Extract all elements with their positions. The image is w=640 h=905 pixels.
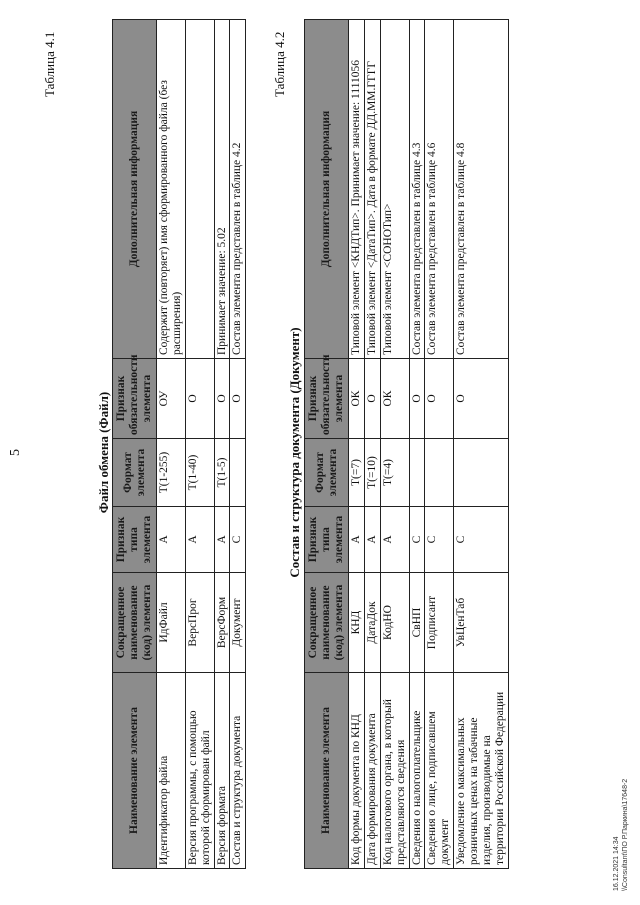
cell: Сведения о налогоплательщике <box>409 673 425 869</box>
header-cell: Дополнительная информация <box>113 20 157 359</box>
cell: С <box>409 507 425 573</box>
cell <box>425 439 454 507</box>
cell: Дата формирования документа <box>364 673 380 869</box>
header-cell: Дополнительная информация <box>305 20 349 359</box>
table-4-1-label: Таблица 4.1 <box>42 31 57 97</box>
header-cell: Наименование элемента <box>113 673 157 869</box>
table-row <box>214 20 230 869</box>
cell: А <box>380 507 409 573</box>
header-cell: Наименование элемента <box>305 673 349 869</box>
cell: ОК <box>380 359 409 439</box>
table-4-2-caption: Состав и структура документа (Документ) <box>287 327 302 578</box>
header-cell: Формат элемента <box>305 439 349 507</box>
cell <box>409 439 425 507</box>
cell <box>454 439 509 507</box>
cell: Сведения о лице, подписавшем документ <box>425 673 454 869</box>
cell: Уведомление о максимальных розничных ценах на табачные изделия, производимые на территории Российской Федерации <box>454 673 509 869</box>
cell: О <box>185 359 214 439</box>
footer-path: \\Consultant\ПО Р.Паркина\17648-2 <box>622 778 630 891</box>
cell <box>230 439 246 507</box>
header-cell: Признак обязательности элемента <box>305 359 349 439</box>
cell: Версия формата <box>214 673 230 869</box>
table-row <box>349 20 365 869</box>
cell: УвЦенТаб <box>454 573 509 673</box>
cell: О <box>409 359 425 439</box>
cell: СвНП <box>409 573 425 673</box>
cell: А <box>185 507 214 573</box>
header-cell: Сокращенное наименование (код) элемента <box>305 573 349 673</box>
cell: Содержит (повторяет) имя сформированного файла (без расширения) <box>157 20 186 359</box>
cell: О <box>454 359 509 439</box>
cell: О <box>230 359 246 439</box>
cell: T(1-40) <box>185 439 214 507</box>
table-4-1 <box>112 19 246 869</box>
cell: Принимает значение: 5.02 <box>214 20 230 359</box>
cell: Подписант <box>425 573 454 673</box>
page-number: 5 <box>8 449 23 456</box>
cell: Типовой элемент <СОНОТип> <box>380 20 409 359</box>
header-cell: Признак типа элемента <box>305 507 349 573</box>
cell: О <box>214 359 230 439</box>
cell: Документ <box>230 573 246 673</box>
cell: С <box>425 507 454 573</box>
cell: А <box>214 507 230 573</box>
header-cell: Сокращенное наименование (код) элемента <box>113 573 157 673</box>
cell <box>185 20 214 359</box>
cell: T(=10) <box>364 439 380 507</box>
table-row <box>454 20 509 869</box>
cell: ВерсПрог <box>185 573 214 673</box>
header-cell: Признак обязательности элемента <box>113 359 157 439</box>
cell: Состав элемента представлен в таблице 4.2 <box>230 20 246 359</box>
cell: T(=7) <box>349 439 365 507</box>
cell: Состав и структура документа <box>230 673 246 869</box>
cell: Состав элемента представлен в таблице 4.8 <box>454 20 509 359</box>
table-4-2-label: Таблица 4.2 <box>272 31 287 97</box>
table-4-2 <box>304 19 509 869</box>
table-4-1-header <box>113 20 157 869</box>
cell: ИдФайл <box>157 573 186 673</box>
cell: ДатаДок <box>364 573 380 673</box>
cell: А <box>349 507 365 573</box>
header-cell: Признак типа элемента <box>113 507 157 573</box>
table-row <box>409 20 425 869</box>
table-4-2-header <box>305 20 349 869</box>
cell: КНД <box>349 573 365 673</box>
table-4-1-caption: Файл обмена (Файл) <box>96 391 111 514</box>
cell: Состав элемента представлен в таблице 4.6 <box>425 20 454 359</box>
cell: С <box>230 507 246 573</box>
cell: ВерсФорм <box>214 573 230 673</box>
cell: Типовой элемент <ДатаТип>. Дата в формате ДД.ММ.ГГГГ <box>364 20 380 359</box>
cell: Идентификатор файла <box>157 673 186 869</box>
cell: Состав элемента представлен в таблице 4.3 <box>409 20 425 359</box>
cell: T(1-5) <box>214 439 230 507</box>
cell: ОУ <box>157 359 186 439</box>
header-cell: Формат элемента <box>113 439 157 507</box>
table-row <box>185 20 214 869</box>
cell: T(1-255) <box>157 439 186 507</box>
cell: Типовой элемент <КНДТип>. Принимает значение: 1111056 <box>349 20 365 359</box>
table-row <box>380 20 409 869</box>
cell: ОК <box>349 359 365 439</box>
cell: О <box>364 359 380 439</box>
cell: Версия программы, с помощью которой сформирован файл <box>185 673 214 869</box>
table-row <box>364 20 380 869</box>
cell: А <box>364 507 380 573</box>
cell: T(=4) <box>380 439 409 507</box>
table-row <box>230 20 246 869</box>
cell: КодНО <box>380 573 409 673</box>
cell: О <box>425 359 454 439</box>
print-footer <box>612 779 630 891</box>
table-row <box>425 20 454 869</box>
cell: Код налогового органа, в который представляются сведения <box>380 673 409 869</box>
table-row <box>157 20 186 869</box>
cell: Код формы документа по КНД <box>349 673 365 869</box>
footer-timestamp: 16.12.2021 14:34 <box>613 836 620 891</box>
cell: А <box>157 507 186 573</box>
cell: С <box>454 507 509 573</box>
